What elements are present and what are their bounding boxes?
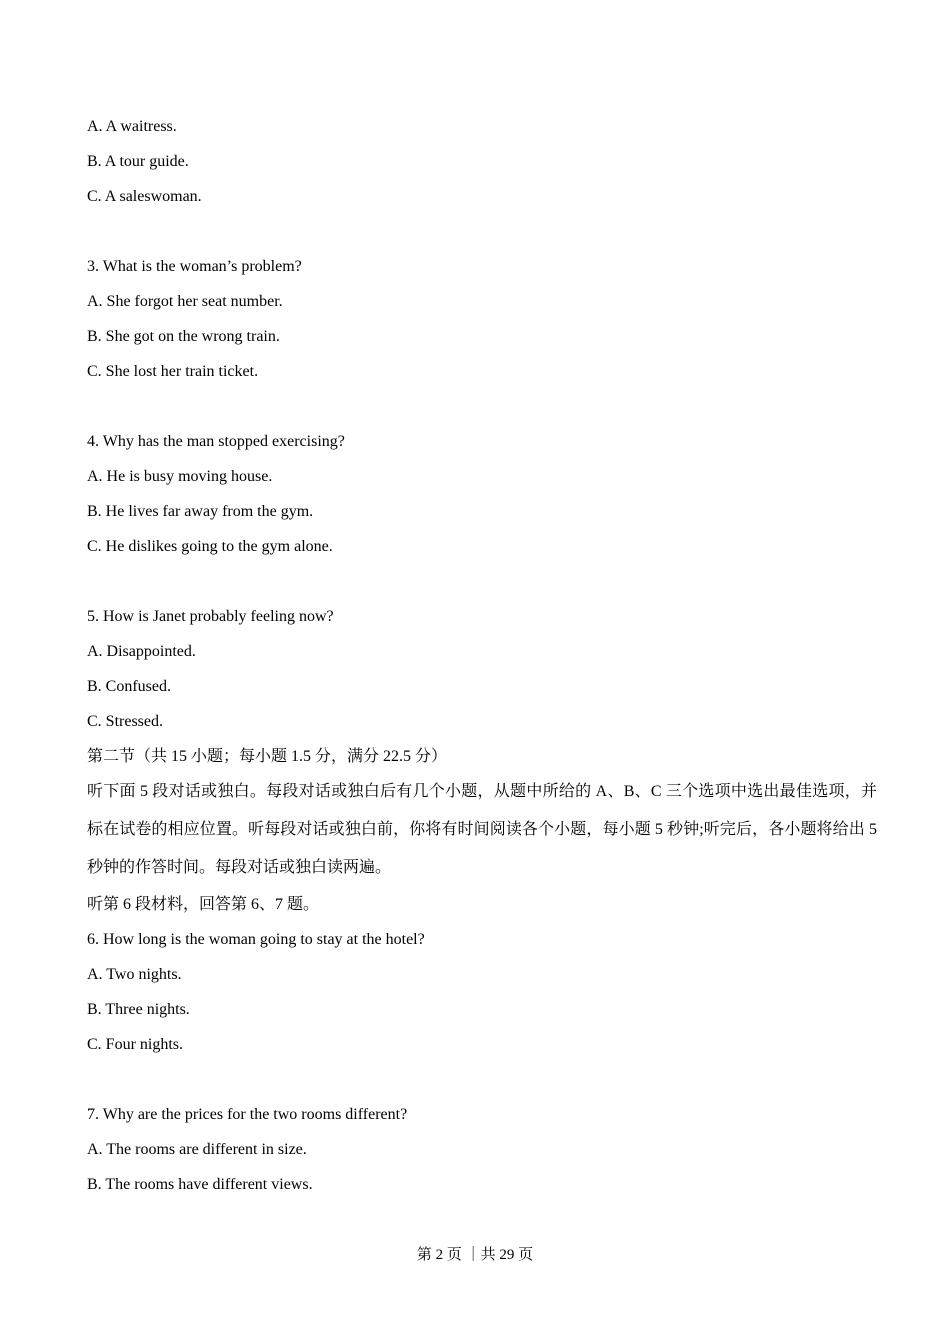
q6-option-b: B. Three nights. <box>87 1001 190 1018</box>
q4-option-c: C. He dislikes going to the gym alone. <box>87 538 333 555</box>
q3-question: 3. What is the woman’s problem? <box>87 258 302 275</box>
material-note: 听第 6 段材料，回答第 6、7 题。 <box>87 896 320 913</box>
q5-question: 5. How is Janet probably feeling now? <box>87 608 334 625</box>
section-instructions: 听下面 5 段对话或独白。每段对话或独白后有几个小题，从题中所给的 A、B、C 三个选项中选出最佳选项，并标在试卷的相应位置。听每段对话或独白前，你将有时间阅读各个小题，每小题 5 秒钟;听完后，各小题将给出 5 秒钟的作答时间。每段对话或独白读两遍。 <box>87 783 877 876</box>
q4-option-b: B. He lives far away from the gym. <box>87 503 314 520</box>
q7-question: 7. Why are the prices for the two rooms different? <box>87 1106 408 1123</box>
q2-option-c: C. A saleswoman. <box>87 188 202 205</box>
q5-option-a: A. Disappointed. <box>87 643 196 660</box>
page-number-footer: 第 2 页 ｜共 29 页 <box>416 1247 534 1263</box>
q6-question: 6. How long is the woman going to stay at the hotel? <box>87 931 425 948</box>
q6-option-a: A. Two nights. <box>87 966 182 983</box>
q3-option-c: C. She lost her train ticket. <box>87 363 259 380</box>
q7-option-b: B. The rooms have different views. <box>87 1176 313 1193</box>
q7-option-a: A. The rooms are different in size. <box>87 1141 307 1158</box>
q6-option-c: C. Four nights. <box>87 1036 184 1053</box>
q3-option-b: B. She got on the wrong train. <box>87 328 280 345</box>
q3-option-a: A. She forgot her seat number. <box>87 293 283 310</box>
q4-option-a: A. He is busy moving house. <box>87 468 273 485</box>
q2-option-a: A. A waitress. <box>87 118 177 135</box>
q4-question: 4. Why has the man stopped exercising? <box>87 433 345 450</box>
q2-option-b: B. A tour guide. <box>87 153 189 170</box>
q5-option-b: B. Confused. <box>87 678 171 695</box>
section-heading: 第二节（共 15 小题；每小题 1.5 分，满分 22.5 分） <box>87 748 448 765</box>
q5-option-c: C. Stressed. <box>87 713 163 730</box>
